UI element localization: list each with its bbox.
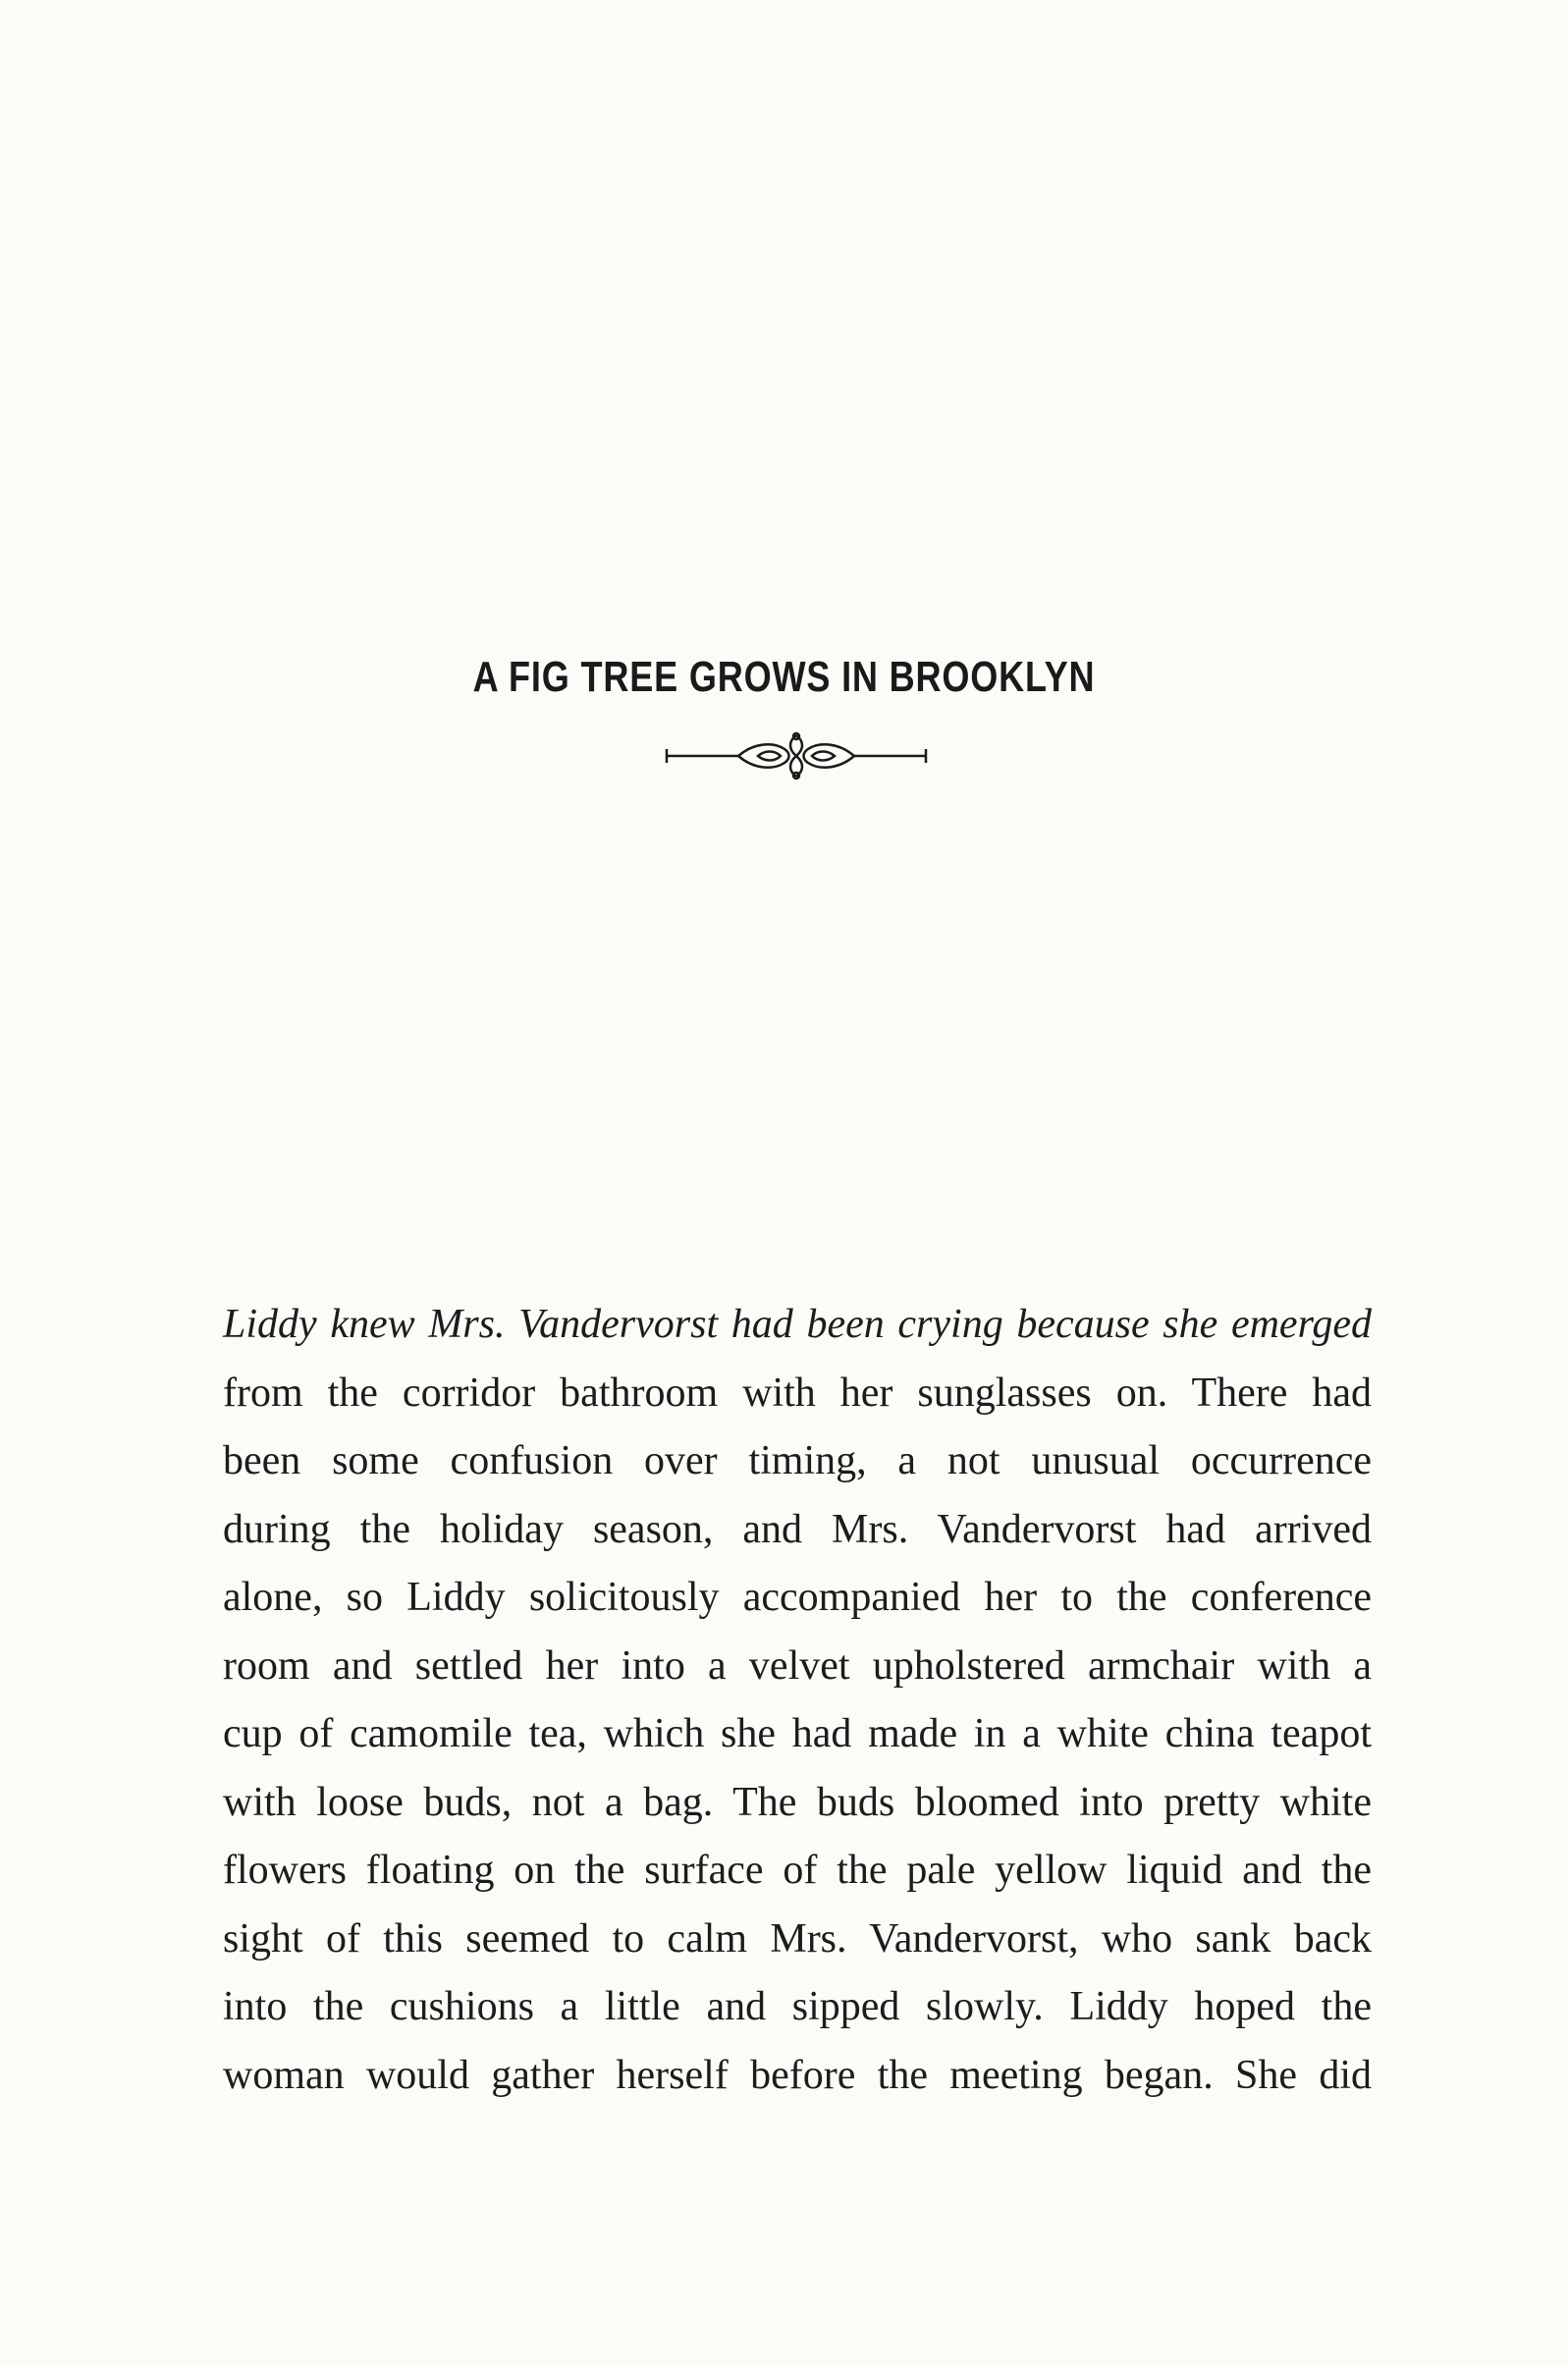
body-text bbox=[223, 1291, 1372, 2110]
text-line: alone, so Liddy solicitously accompanied her to the conference bbox=[223, 1575, 1372, 1620]
chapter-title: A FIG TREE GROWS IN BROOKLYN bbox=[472, 653, 1096, 701]
text-line: been some confusion over timing, a not unusual occurrence bbox=[223, 1438, 1372, 1483]
text-line: into the cushions a little and sipped slowly. Liddy hoped the bbox=[223, 1984, 1372, 2029]
text-line: flowers floating on the surface of the pale yellow liquid and the bbox=[223, 1848, 1372, 1893]
text-line: Liddy knew Mrs. Vandervorst had been crying because she emerged bbox=[223, 1302, 1372, 1347]
fleuron-divider-icon bbox=[665, 731, 928, 780]
text-line: with loose buds, not a bag. The buds bloomed into pretty white bbox=[223, 1779, 1372, 1825]
text-line: room and settled her into a velvet upholstered armchair with a bbox=[223, 1642, 1372, 1689]
text-line: sight of this seemed to calm Mrs. Vandervorst, who sank back bbox=[223, 1915, 1372, 1962]
text-line: during the holiday season, and Mrs. Vandervorst had arrived bbox=[223, 1506, 1372, 1552]
text-line: cup of camomile tea, which she had made in a white china teapot bbox=[223, 1711, 1372, 1756]
text-line: woman would gather herself before the meeting began. She did bbox=[223, 2052, 1372, 2098]
text-line: from the corridor bathroom with her sunglasses on. There had bbox=[223, 1370, 1372, 1416]
